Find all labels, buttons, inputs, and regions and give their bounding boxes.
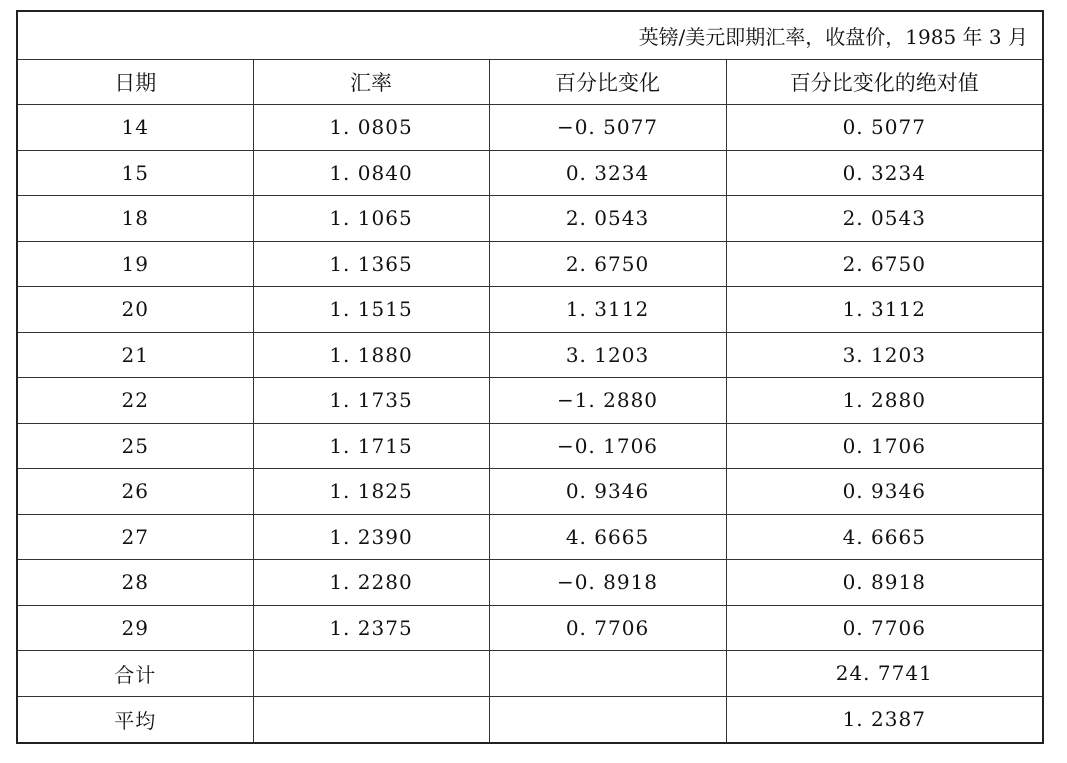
cell-date: 22 bbox=[18, 378, 253, 424]
exchange-rate-table bbox=[18, 12, 1042, 742]
cell-abs-percent-change: 4. 6665 bbox=[726, 514, 1042, 560]
cell-percent-change: 2. 0543 bbox=[489, 196, 726, 242]
cell-rate: 1. 2280 bbox=[253, 560, 489, 606]
cell-rate: 1. 0840 bbox=[253, 150, 489, 196]
cell-date: 20 bbox=[18, 287, 253, 333]
cell-percent-change: 0. 7706 bbox=[489, 605, 726, 651]
cell-date: 26 bbox=[18, 469, 253, 515]
cell-abs-percent-change: 3. 1203 bbox=[726, 332, 1042, 378]
table-row bbox=[18, 241, 1042, 287]
table-row bbox=[18, 560, 1042, 606]
cell-rate: 1. 1515 bbox=[253, 287, 489, 333]
column-header-date: 日期 bbox=[18, 59, 253, 105]
table-row bbox=[18, 150, 1042, 196]
cell-abs-percent-change: 0. 9346 bbox=[726, 469, 1042, 515]
cell-percent-change: 1. 3112 bbox=[489, 287, 726, 333]
table-row bbox=[18, 378, 1042, 424]
cell-date: 28 bbox=[18, 560, 253, 606]
cell-abs-percent-change: 0. 3234 bbox=[726, 150, 1042, 196]
cell-date: 25 bbox=[18, 423, 253, 469]
cell-rate: 1. 1365 bbox=[253, 241, 489, 287]
table-row bbox=[18, 332, 1042, 378]
table-row bbox=[18, 469, 1042, 515]
cell-summary-abs-value: 1. 2387 bbox=[726, 696, 1042, 742]
cell-percent-change: −1. 2880 bbox=[489, 378, 726, 424]
cell-summary-label: 合计 bbox=[18, 651, 253, 697]
cell-abs-percent-change: 1. 3112 bbox=[726, 287, 1042, 333]
cell-rate: 1. 2375 bbox=[253, 605, 489, 651]
table-row bbox=[18, 514, 1042, 560]
cell-date: 15 bbox=[18, 150, 253, 196]
cell-rate: 1. 1715 bbox=[253, 423, 489, 469]
cell-date: 19 bbox=[18, 241, 253, 287]
table-row bbox=[18, 287, 1042, 333]
cell-summary-label: 平均 bbox=[18, 696, 253, 742]
cell-rate: 1. 1825 bbox=[253, 469, 489, 515]
cell-rate: 1. 2390 bbox=[253, 514, 489, 560]
table-row bbox=[18, 105, 1042, 151]
cell-abs-percent-change: 0. 5077 bbox=[726, 105, 1042, 151]
cell-date: 14 bbox=[18, 105, 253, 151]
cell-percent-change: −0. 5077 bbox=[489, 105, 726, 151]
cell-percent-change: 0. 3234 bbox=[489, 150, 726, 196]
cell-percent-change: 3. 1203 bbox=[489, 332, 726, 378]
table-row bbox=[18, 423, 1042, 469]
cell-summary-rate bbox=[253, 696, 489, 742]
cell-percent-change: 0. 9346 bbox=[489, 469, 726, 515]
cell-date: 29 bbox=[18, 605, 253, 651]
cell-abs-percent-change: 0. 7706 bbox=[726, 605, 1042, 651]
cell-abs-percent-change: 2. 6750 bbox=[726, 241, 1042, 287]
cell-abs-percent-change: 0. 8918 bbox=[726, 560, 1042, 606]
cell-abs-percent-change: 0. 1706 bbox=[726, 423, 1042, 469]
cell-summary-rate bbox=[253, 651, 489, 697]
cell-abs-percent-change: 2. 0543 bbox=[726, 196, 1042, 242]
summary-row bbox=[18, 696, 1042, 742]
cell-abs-percent-change: 1. 2880 bbox=[726, 378, 1042, 424]
cell-date: 21 bbox=[18, 332, 253, 378]
caption-row bbox=[18, 12, 1042, 59]
cell-summary-percent-change bbox=[489, 651, 726, 697]
cell-percent-change: 2. 6750 bbox=[489, 241, 726, 287]
header-row bbox=[18, 59, 1042, 105]
cell-percent-change: 4. 6665 bbox=[489, 514, 726, 560]
cell-date: 18 bbox=[18, 196, 253, 242]
column-header-percent-change: 百分比变化 bbox=[489, 59, 726, 105]
cell-rate: 1. 1065 bbox=[253, 196, 489, 242]
column-header-rate: 汇率 bbox=[253, 59, 489, 105]
cell-summary-percent-change bbox=[489, 696, 726, 742]
table-row bbox=[18, 605, 1042, 651]
cell-date: 27 bbox=[18, 514, 253, 560]
table-row bbox=[18, 196, 1042, 242]
cell-rate: 1. 1735 bbox=[253, 378, 489, 424]
column-header-abs-percent-change: 百分比变化的绝对值 bbox=[726, 59, 1042, 105]
cell-percent-change: −0. 8918 bbox=[489, 560, 726, 606]
cell-percent-change: −0. 1706 bbox=[489, 423, 726, 469]
summary-row bbox=[18, 651, 1042, 697]
cell-summary-abs-value: 24. 7741 bbox=[726, 651, 1042, 697]
cell-rate: 1. 0805 bbox=[253, 105, 489, 151]
exchange-rate-table-container bbox=[16, 10, 1044, 744]
table-caption: 英镑/美元即期汇率，收盘价，1985 年 3 月 bbox=[18, 12, 1042, 59]
cell-rate: 1. 1880 bbox=[253, 332, 489, 378]
